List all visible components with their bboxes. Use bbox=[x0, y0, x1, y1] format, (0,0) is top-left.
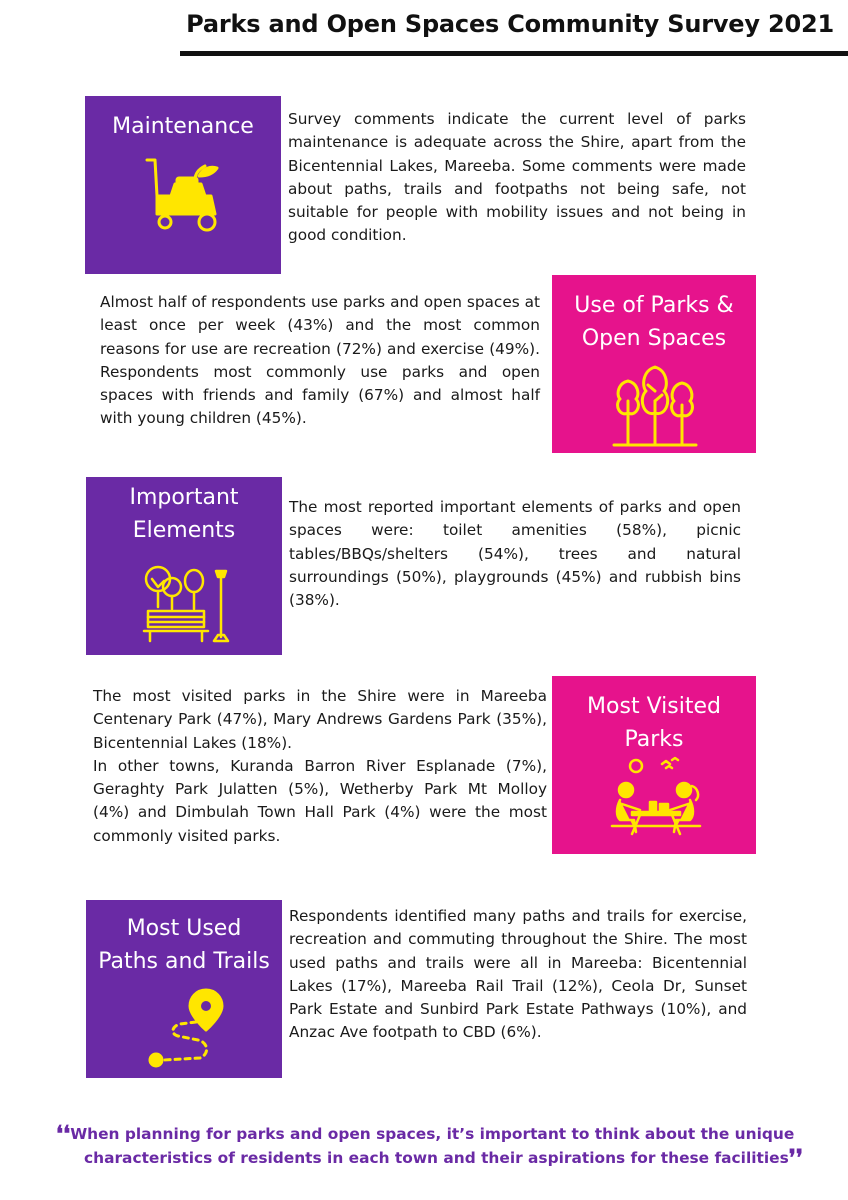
visited-heading-line1: Most Visited bbox=[587, 694, 721, 719]
use-heading-line2: Open Spaces bbox=[581, 326, 727, 351]
paths-heading-line1: Most Used bbox=[126, 916, 242, 941]
paths-box bbox=[86, 900, 282, 1078]
use-heading-line1: Use of Parks & bbox=[574, 293, 734, 318]
lawn-mower-icon bbox=[141, 156, 225, 240]
important-text: The most reported important elements of parks and open spaces were: toilet amenities (58%), picnic tables/BBQs/shelters (54%), trees and natural surroundings (50%), playgrounds (45%) and rubbish bins (38%). bbox=[289, 498, 741, 610]
park-bench-icon bbox=[138, 561, 232, 645]
use-box bbox=[552, 275, 756, 453]
paths-heading-line2: Paths and Trails bbox=[98, 949, 270, 974]
close-quote-mark: ❜❜ bbox=[788, 1145, 803, 1171]
location-trail-icon bbox=[144, 986, 230, 1072]
title-underline bbox=[180, 51, 848, 56]
visited-text: The most visited parks in the Shire were in Mareeba Centenary Park (47%), Mary Andrews Gardens Park (35%), Bicentennial Lakes (18%). In other towns, Kuranda Barron River Esplanade (7%), Geraghty Park Julatten (5%), Wetherby Park Mt Molloy (4%) and Dimbulah Town Hall Park (4%) were the most commonly visited parks. bbox=[93, 687, 547, 845]
quote-line-2: characteristics of residents in each town and their aspirations for these facilities bbox=[84, 1149, 789, 1167]
visited-box bbox=[552, 676, 756, 854]
trees-icon bbox=[610, 361, 700, 447]
quote-line-1: When planning for parks and open spaces, it’s important to think about the unique bbox=[70, 1125, 795, 1143]
use-text: Almost half of respondents use parks and open spaces at least once per week (43%) and the most common reasons for use are recreation (72%) and exercise (49%). Respondents most commonly use parks and open spaces with friends and family (67%) and almost half with young children (45%). bbox=[100, 293, 540, 428]
open-quote-mark: ❛❛ bbox=[56, 1121, 71, 1147]
visited-heading-line2: Parks bbox=[624, 727, 684, 752]
page-title: Parks and Open Spaces Community Survey 2021 bbox=[186, 10, 834, 38]
picnic-table-people-icon bbox=[606, 756, 706, 836]
important-heading-line1: Important bbox=[129, 485, 239, 510]
paths-text: Respondents identified many paths and trails for exercise, recreation and commuting throughout the Shire. The most used paths and trails were all in Mareeba: Bicentennial Lakes (17%), Mareeba Rail Trail (12%), Ceola Dr, Sunset Park Estate and Sunbird Park Estate Pathways (10%), and Anzac Ave footpath to CBD (6%). bbox=[289, 907, 747, 1042]
closing-quote bbox=[56, 1121, 803, 1171]
maintenance-text: Survey comments indicate the current level of parks maintenance is adequate across the Shire, apart from the Bicentennial Lakes, Mareeba. Some comments were made about paths, trails and footpaths not being safe, not suitable for people with mobility issues and not being in good condition. bbox=[288, 110, 746, 245]
maintenance-heading: Maintenance bbox=[112, 114, 254, 139]
maintenance-box bbox=[85, 96, 281, 274]
important-heading-line2: Elements bbox=[132, 518, 236, 543]
important-box bbox=[86, 477, 282, 655]
